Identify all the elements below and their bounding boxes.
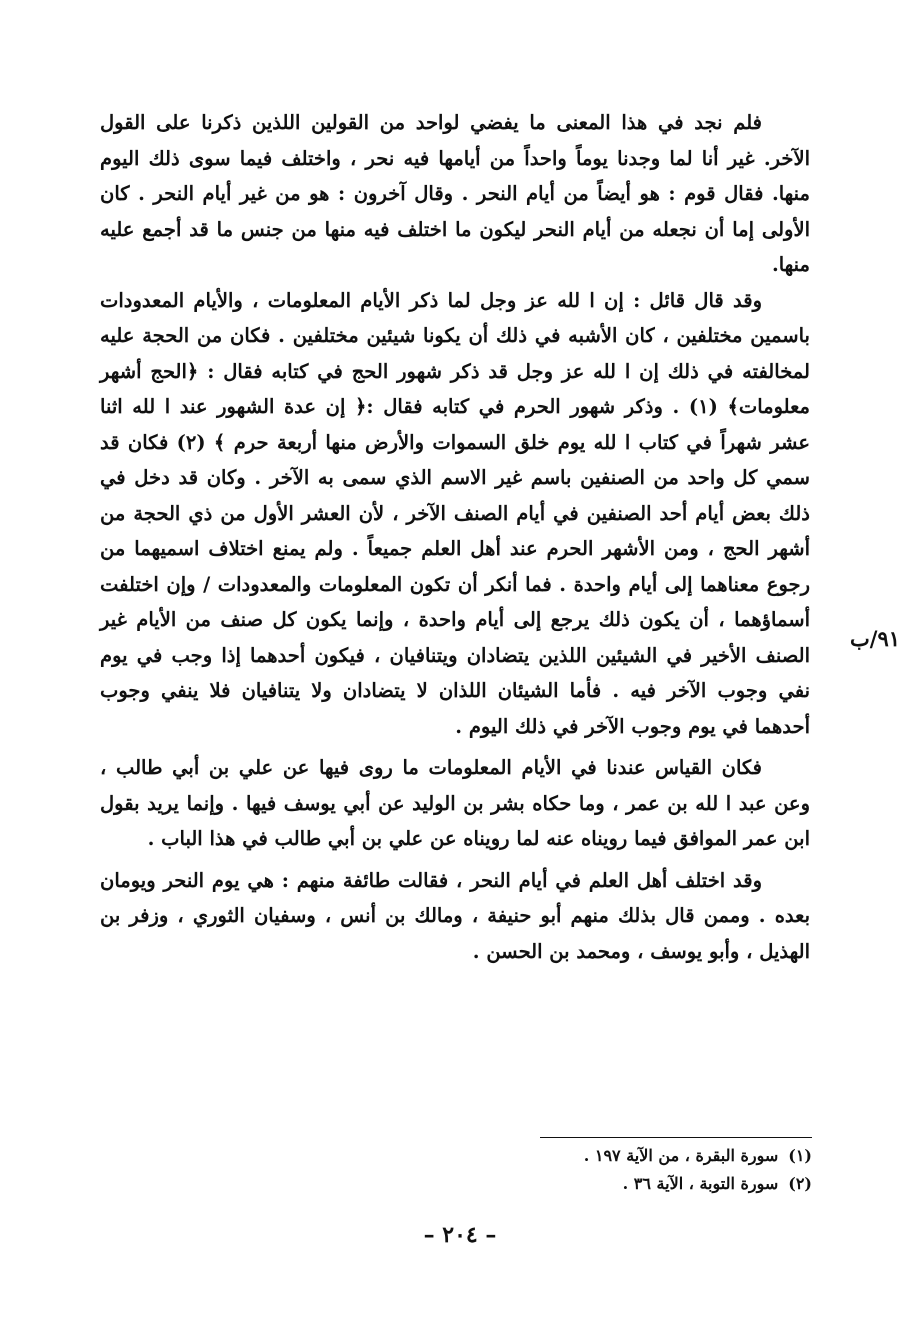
main-text [100,105,810,969]
manuscript-folio-marker: ٩١/ب [849,626,900,651]
footnote-2 [480,1170,812,1198]
footnote-1 [480,1142,812,1170]
footnotes [480,1142,812,1198]
paragraph-2: وقد قال قائل : إن ا لله عز وجل لما ذكر الأيام المعلومات ، والأيام المعدودات باسمين مختلفين ، كان الأشبه في ذلك أن يكونا شيئين مختلفين . فكان من الحجة عليه لمخالفته في ذلك إن ا لله عز وجل قد ذكر شهور الحج في كتابه فقال : ﴿الحج أشهر معلومات﴾ (١) . وذكر شهور الحرم في كتابه فقال :﴿ إن عدة الشهور عند ا لله اثنا عشر شهراً في كتاب ا لله يوم خلق السموات والأرض منها أربعة حرم ﴾ (٢) فكان قد سمي كل واحد من الصنفين باسم غير الاسم الذي سمى به الآخر . وكان قد دخل في ذلك بعض أيام أحد الصنفين في أيام الصنف الآخر ، لأن العشر الأول من ذي الحجة من أشهر الحج ، ومن الأشهر الحرم عند أهل العلم جميعاً . ولم يمنع اختلاف اسميهما من رجوع معناهما إلى أيام واحدة . فما أنكر أن تكون المعلومات والمعدودات / وإن اختلفت أسماؤهما ، أن يكون ذلك يرجع إلى أيام واحدة ، وإنما يكون كل صنف من الأيام غير الصنف الأخير في الشيئين اللذين يتضادان ويتنافيان ، فيكون أحدهما إذا وجب في يوم نفي وجوب الآخر فيه . فأما الشيئان اللذان لا يتضادان ولا يتنافيان فلا ينفي وجوب أحدهما في يوم وجوب الآخر في ذلك اليوم . [100,288,811,738]
page-number: – ٢٠٤ – [423,1222,497,1248]
footnote-number: (٢) [788,1174,812,1193]
footnote-text: سورة التوبة ، الآية ٣٦ . [622,1174,779,1193]
footnote-text: سورة البقرة ، من الآية ١٩٧ . [583,1146,779,1165]
paragraph-3: فكان القياس عندنا في الأيام المعلومات ما روى فيها عن علي بن أبي طالب ، وعن عبد ا لله بن عمر ، وما حكاه بشر بن الوليد عن أبي يوسف فيها . وإنما يريد بقول ابن عمر الموافق فيما رويناه عنه لما رويناه عن علي بن أبي طالب في هذا الباب . [100,756,810,850]
paragraph-4: وقد اختلف أهل العلم في أيام النحر ، فقالت طائفة منهم : هي يوم النحر ويومان بعده . وممن قال بذلك منهم أبو حنيفة ، ومالك بن أنس ، وسفيان الثوري ، وزفر بن الهذيل ، وأبو يوسف ، ومحمد بن الحسن . [100,868,810,963]
paragraph-1: فلم نجد في هذا المعنى ما يفضي لواحد من القولين اللذين ذكرنا على القول الآخر. غير أنا لما وجدنا يوماً واحداً من أيامها فيه نحر ، واختلف فيما سوى ذلك اليوم منها. فقال قوم : هو أيضاً من أيام النحر . وقال آخرون : هو من غير أيام النحر . كان الأولى إما أن نجعله من أيام النحر ليكون ما اختلف فيه منها من جنس ما قد أجمع عليه منها. [100,111,810,276]
footnote-divider [540,1137,812,1138]
footnote-number: (١) [788,1146,812,1165]
